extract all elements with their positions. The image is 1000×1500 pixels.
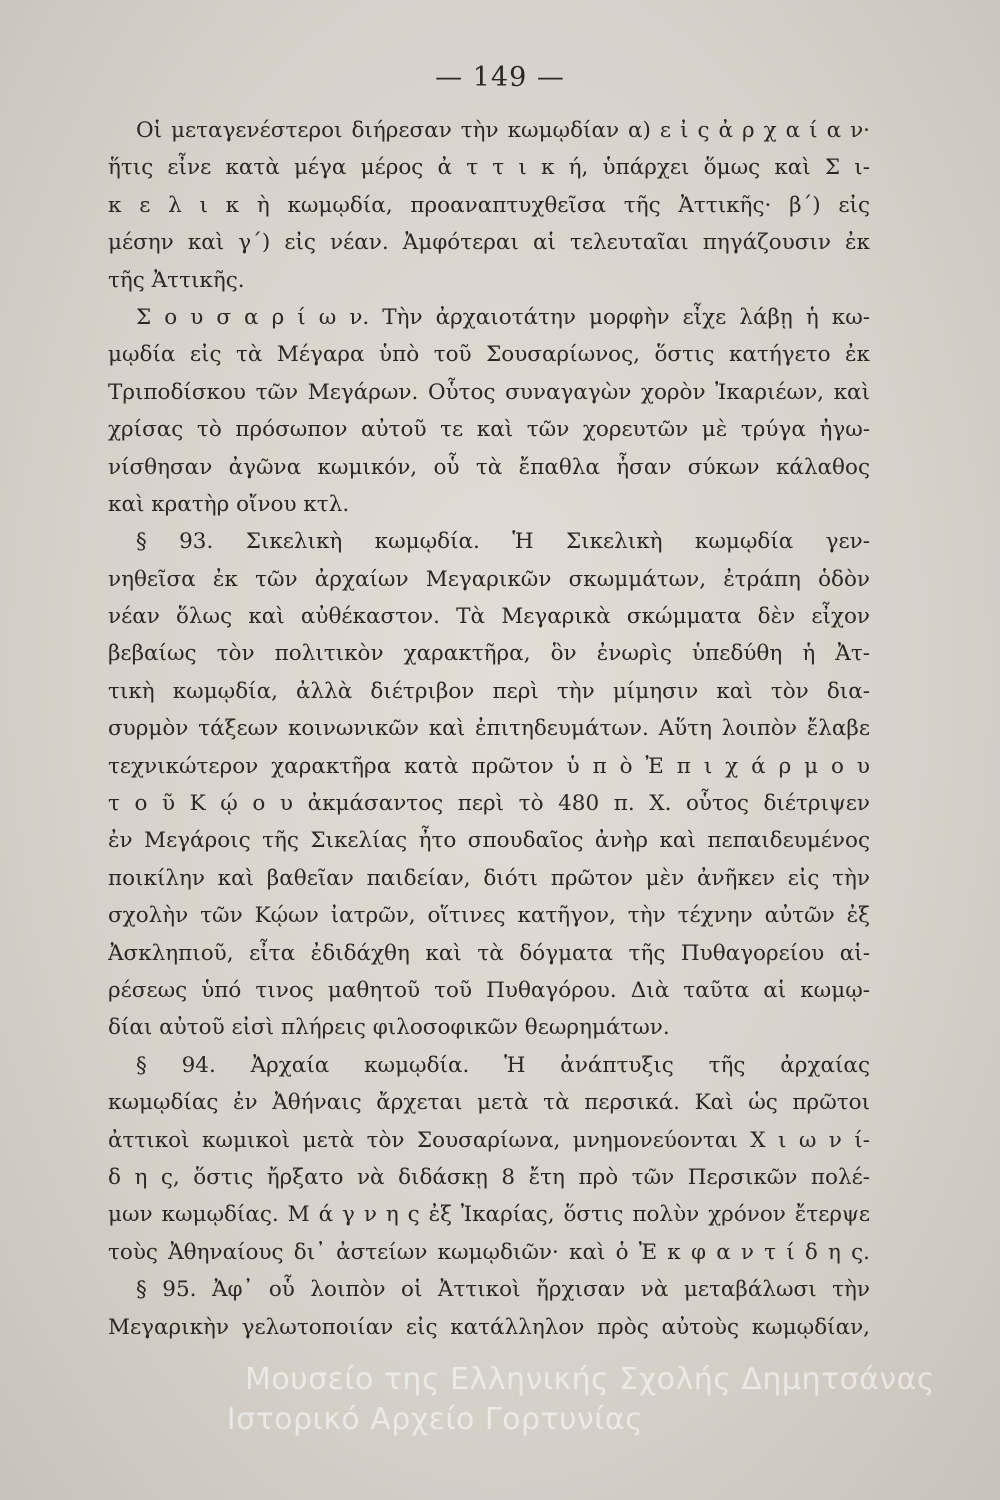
text-line: συρμὸν τάξεων κοινωνικῶν καὶ ἐπιτηδευμάτων. Αὕτη λοιπὸν ἔλαβε — [108, 716, 870, 742]
text-line: τεχνικώτερον χαρακτῆρα κατὰ πρῶτον ὑ π ὸ Ἐ π ι χ ά ρ μ ο υ — [108, 753, 870, 779]
text-line: τ ο ῦ Κ ῴ ο υ ἀκμάσαντος περὶ τὸ 480 π. Χ. οὗτος διέτριψεν — [108, 791, 870, 817]
text-line: Οἱ μεταγενέστεροι διήρεσαν τὴν κωμῳδίαν α) ε ἰ ς ἀ ρ χ α ί α ν· — [136, 118, 870, 143]
text-line: ἐν Μεγάροις τῆς Σικελίας ἦτο σπουδαῖος ἀνὴρ καὶ πεπαιδευμένος — [108, 828, 870, 854]
text-line: μέσην καὶ γ΄) εἰς νέαν. Ἀμφότεραι αἱ τελευταῖαι πηγάζουσιν ἐκ — [108, 230, 870, 256]
text-line: Σ ο υ σ α ρ ί ω ν. Τὴν ἀρχαιοτάτην μορφὴν εἶχε λάβῃ ἡ κω- — [136, 304, 870, 330]
text-line: Μεγαρικὴν γελωτοποιίαν εἰς κατάλληλον πρὸς αὐτοὺς κωμῳδίαν, — [108, 1314, 870, 1340]
text-line: κ ε λ ι κ ὴ κωμῳδία, προαναπτυχθεῖσα τῆς Ἀττικῆς· β΄) εἰς — [108, 192, 870, 218]
text-line: Τριποδίσκου τῶν Μεγάρων. Οὗτος συναγαγὼν χορὸν Ἰκαριέων, καὶ — [108, 379, 870, 405]
text-line: μῳδία εἰς τὰ Μέγαρα ὑπὸ τοῦ Σουσαρίωνος, ὅστις κατήγετο ἐκ — [108, 342, 870, 368]
watermark-line-2: Ιστορικό Αρχείο Γορτυνίας — [226, 1402, 644, 1437]
text-line: ἀττικοὶ κωμικοὶ μετὰ τὸν Σουσαρίωνα, μνημονεύονται Χ ι ω ν ί- — [108, 1127, 870, 1153]
text-line: νίσθησαν ἀγῶνα κωμικόν, οὗ τὰ ἔπαθλα ἦσαν σύκων κάλαθος — [108, 454, 870, 480]
text-line: σχολὴν τῶν Κῴων ἰατρῶν, οἵτινες κατῆγον, τὴν τέχνην αὐτῶν ἐξ — [108, 903, 870, 929]
text-line: βεβαίως τὸν πολιτικὸν χαρακτῆρα, ὃν ἐνωρὶς ὑπεδύθη ἡ Ἀτ- — [108, 641, 870, 667]
text-line: τοὺς Ἀθηναίους δι᾽ ἀστείων κωμῳδιῶν· καὶ ὁ Ἐ κ φ α ν τ ί δ η ς. — [108, 1239, 870, 1265]
text-line: δίαι αὐτοῦ εἰσὶ πλήρεις φιλοσοφικῶν θεωρημάτων. — [108, 1015, 670, 1041]
text-line: νέαν ὅλως καὶ αὐθέκαστον. Τὰ Μεγαρικὰ σκώμματα δὲν εἶχον — [108, 604, 870, 630]
text-line: χρίσας τὸ πρόσωπον αὐτοῦ τε καὶ τῶν χορευτῶν μὲ τρύγα ἠγω- — [108, 417, 870, 443]
text-line: § 95. Ἀφ᾽ οὗ λοιπὸν οἱ Ἀττικοὶ ἤρχισαν νὰ μεταβάλωσι τὴν — [136, 1277, 870, 1303]
text-line: τῆς Ἀττικῆς. — [108, 267, 245, 293]
text-line: μων κωμῳδίας. Μ ά γ ν η ς ἐξ Ἰκαρίας, ὅστις πολὺν χρόνον ἔτερψε — [108, 1202, 870, 1228]
text-line: ποικίλην καὶ βαθεῖαν παιδείαν, διότι πρῶτον μὲν ἀνῆκεν εἰς τὴν — [108, 865, 870, 891]
text-line: § 93. Σικελικὴ κωμῳδία. Ἡ Σικελικὴ κωμῳδία γεν- — [136, 529, 870, 555]
text-line: ρέσεως ὑπό τινος μαθητοῦ τοῦ Πυθαγόρου. Διὰ ταῦτα αἱ κωμῳ- — [108, 977, 870, 1003]
page-number: — 149 — — [435, 62, 565, 93]
text-line: δ η ς, ὅστις ἤρξατο νὰ διδάσκῃ 8 ἔτη πρὸ τῶν Περσικῶν πολέ- — [108, 1164, 870, 1190]
text-line: τικὴ κωμῳδία, ἀλλὰ διέτριβον περὶ τὴν μίμησιν καὶ τὸν δια- — [108, 678, 870, 704]
text-line: ἥτις εἶνε κατὰ μέγα μέρος ἀ τ τ ι κ ή, ὑπάρχει ὅμως καὶ Σ ι- — [108, 155, 870, 181]
text-body — [108, 112, 870, 1346]
watermark-line-1: Μουσείο της Ελληνικής Σχολής Δημητσάνας — [245, 1362, 935, 1397]
text-line: νηθεῖσα ἐκ τῶν ἀρχαίων Μεγαρικῶν σκωμμάτων, ἐτράπη ὁδὸν — [108, 566, 870, 592]
text-line: καὶ κρατὴρ οἴνου κτλ. — [108, 491, 350, 517]
text-line: κωμῳδίας ἐν Ἀθήναις ἄρχεται μετὰ τὰ περσικά. Καὶ ὡς πρῶτοι — [108, 1090, 870, 1116]
text-line: § 94. Ἀρχαία κωμῳδία. Ἡ ἀνάπτυξις τῆς ἀρχαίας — [136, 1052, 870, 1078]
text-line: Ἀσκληπιοῦ, εἶτα ἐδιδάχθη καὶ τὰ δόγματα τῆς Πυθαγορείου αἱ- — [108, 940, 870, 966]
